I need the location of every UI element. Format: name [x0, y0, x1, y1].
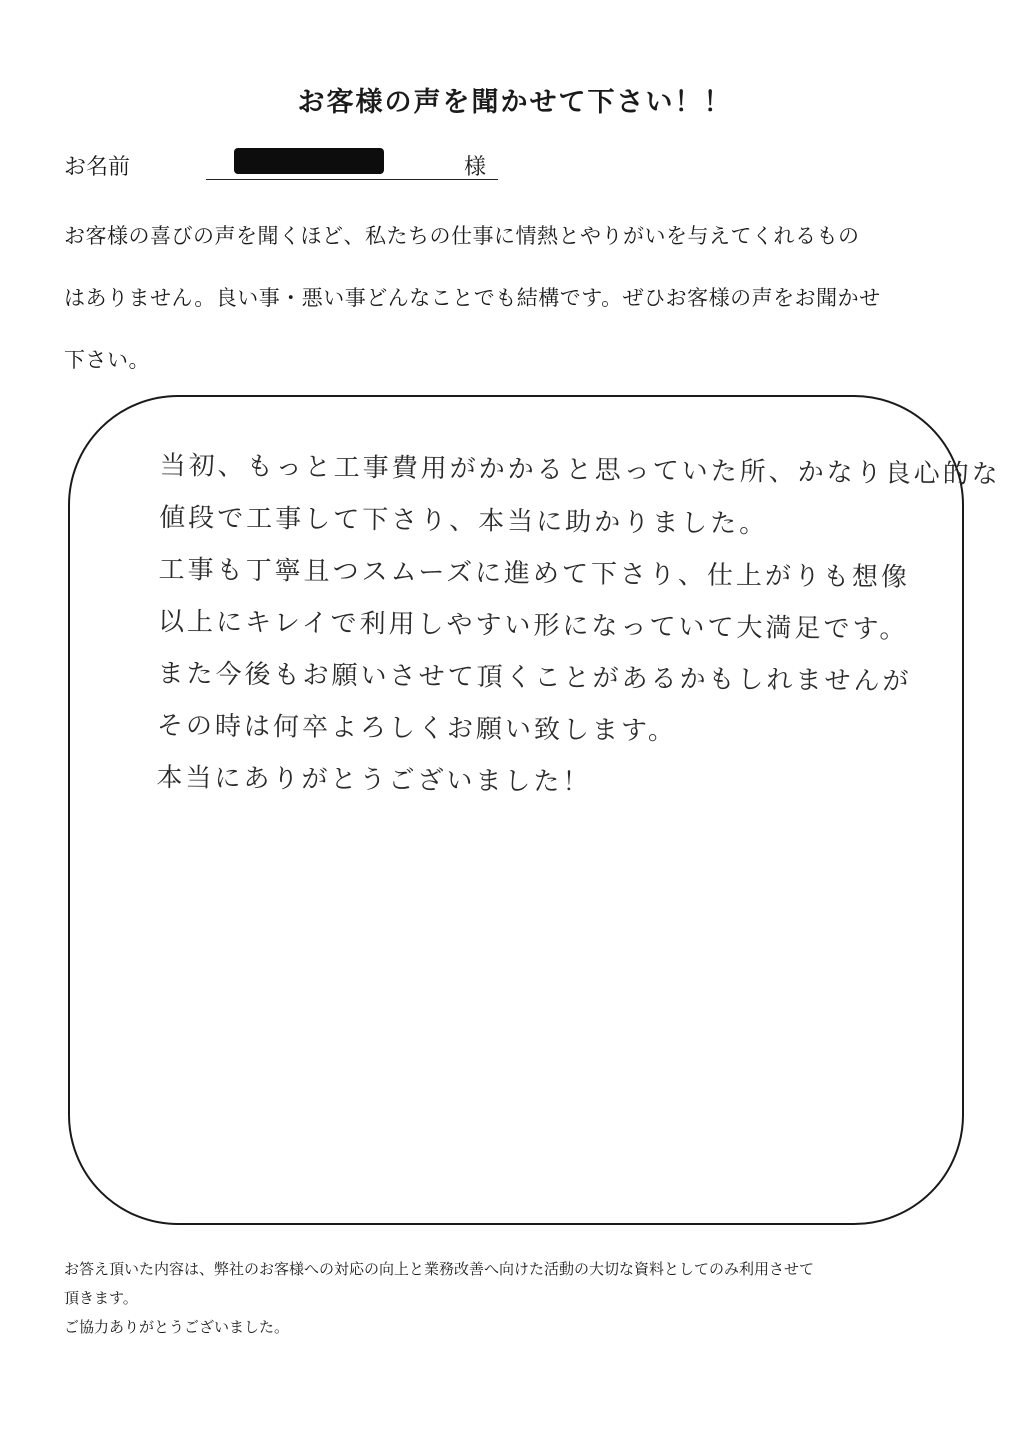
comment-line: 当初、もっと工事費用がかかると思っていた所、かなり良心的な [159, 450, 1001, 490]
footer-line: お答え頂いた内容は、弊社のお客様への対応の向上と業務改善へ向けた活動の大切な資料としてのみ利用させて [64, 1260, 815, 1278]
name-field [64, 145, 487, 185]
comment-line: また今後もお願いさせて頂くことがあるかもしれませんが [157, 658, 912, 697]
name-redaction [234, 148, 384, 174]
name-label: お名前 [64, 155, 131, 180]
page-title: お客様の声を聞かせて下さい！！ [297, 87, 733, 118]
name-suffix: 様 [464, 155, 487, 180]
footer-line: 頂きます。 [64, 1289, 138, 1307]
intro-line: はありません。良い事・悪い事どんなことでも結構です。ぜひお客様の声をお聞かせ [64, 286, 881, 310]
comment-line: 本当にありがとうございました！ [156, 762, 592, 798]
comment-line: その時は何卒よろしくお願い致します。 [156, 710, 678, 747]
handwritten-comment [156, 440, 1001, 812]
footer-line: ご協力ありがとうございました。 [64, 1318, 290, 1336]
comment-line: 以上にキレイで利用しやすい形になっていて大満足です。 [157, 606, 909, 645]
comment-line: 値段で工事して下さり、本当に助かりました。 [159, 502, 769, 540]
name-underline [206, 179, 498, 180]
footer-note [64, 1255, 984, 1342]
intro-line: お客様の喜びの声を聞くほど、私たちの仕事に情熱とやりがいを与えてくれるもの [64, 224, 860, 248]
intro-text [64, 205, 974, 391]
comment-line: 工事も丁寧且つスムーズに進めて下さり、仕上がりも想像 [158, 554, 911, 593]
intro-line: 下さい。 [64, 348, 150, 372]
